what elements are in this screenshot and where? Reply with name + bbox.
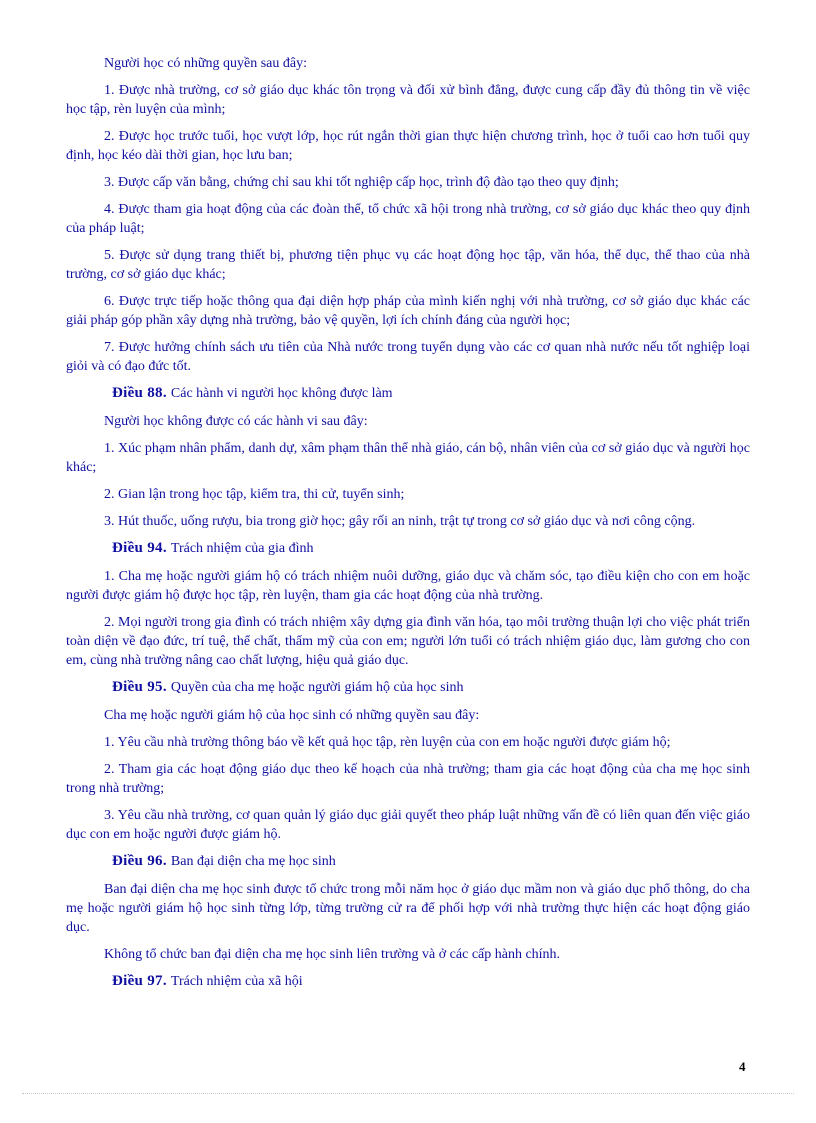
paragraph: 6. Được trực tiếp hoặc thông qua đại diện hợp pháp của mình kiến nghị với nhà trường, cơ sở giáo dục khác các giải pháp góp phần xây dựng nhà trường, bảo vệ quyền, lợi ích chính đáng của người học; (66, 294, 750, 328)
paragraph: Cha mẹ hoặc người giám hộ của học sinh có những quyền sau đây: (104, 708, 480, 723)
article-number: Điều 95. (112, 679, 167, 695)
article-title: Trách nhiệm của gia đình (170, 541, 314, 556)
paragraph: 7. Được hưởng chính sách ưu tiên của Nhà nước trong tuyển dụng vào các cơ quan nhà nước nếu tốt nghiệp loại giỏi và có đạo đức tốt. (66, 340, 750, 374)
paragraph: 5. Được sử dụng trang thiết bị, phương tiện phục vụ các hoạt động học tập, văn hóa, thể dục, thể thao của nhà trường, cơ sở giáo dục khác; (66, 248, 750, 282)
paragraph: 3. Được cấp văn bằng, chứng chỉ sau khi tốt nghiệp cấp học, trình độ đào tạo theo quy định; (104, 175, 619, 190)
paragraph: Không tổ chức ban đại diện cha mẹ học sinh liên trường và ở các cấp hành chính. (104, 947, 561, 962)
article-number: Điều 97. (112, 973, 167, 989)
paragraph: 1. Được nhà trường, cơ sở giáo dục khác tôn trọng và đối xử bình đẳng, được cung cấp đầy đủ thông tin về việc học tập, rèn luyện của mình; (66, 83, 750, 117)
paragraph: 2. Gian lận trong học tập, kiểm tra, thi cử, tuyển sinh; (104, 487, 405, 502)
paragraph: Người học không được có các hành vi sau đây: (104, 414, 368, 429)
article-number: Điều 94. (112, 540, 167, 556)
article-heading (66, 384, 750, 403)
paragraph: Ban đại diện cha mẹ học sinh được tổ chức trong mỗi năm học ở giáo dục mầm non và giáo dục phổ thông, do cha mẹ hoặc người giám hộ học sinh từng lớp, từng trường cử ra để phối hợp với nhà trường thực hiện các hoạt động giáo dục. (66, 882, 750, 935)
paragraph: 1. Xúc phạm nhân phẩm, danh dự, xâm phạm thân thể nhà giáo, cán bộ, nhân viên của cơ sở giáo dục và người học khác; (66, 441, 750, 475)
article-number: Điều 96. (112, 853, 167, 869)
footer-divider (22, 1093, 794, 1094)
paragraph: 1. Yêu cầu nhà trường thông báo về kết quả học tập, rèn luyện của con em hoặc người được giám hộ; (104, 735, 671, 750)
article-title: Các hành vi người học không được làm (170, 386, 393, 401)
paragraph: Người học có những quyền sau đây: (104, 56, 307, 71)
article-title: Trách nhiệm của xã hội (170, 974, 303, 989)
article-title: Ban đại diện cha mẹ học sinh (170, 854, 336, 869)
article-title: Quyền của cha mẹ hoặc người giám hộ của học sinh (170, 680, 464, 695)
page-number: 4 (739, 1059, 746, 1074)
article-heading (66, 972, 750, 991)
article-heading (66, 678, 750, 697)
paragraph: 1. Cha mẹ hoặc người giám hộ có trách nhiệm nuôi dưỡng, giáo dục và chăm sóc, tạo điều kiện cho con em hoặc người được giám hộ được học tập, rèn luyện, tham gia các hoạt động của nhà trường. (66, 569, 750, 603)
paragraph: 2. Được học trước tuổi, học vượt lớp, học rút ngắn thời gian thực hiện chương trình, học ở tuổi cao hơn tuổi quy định, học kéo dài thời gian, học lưu ban; (66, 129, 750, 163)
paragraph: 3. Hút thuốc, uống rượu, bia trong giờ học; gây rối an ninh, trật tự trong cơ sở giáo dục và nơi công cộng. (104, 514, 696, 529)
paragraph: 2. Mọi người trong gia đình có trách nhiệm xây dựng gia đình văn hóa, tạo môi trường thuận lợi cho việc phát triển toàn diện về đạo đức, trí tuệ, thể chất, thẩm mỹ của con em; người lớn tuổi có trách nhiệm giáo dục, làm gương cho con em, cùng nhà trường nâng cao chất lượng, hiệu quả giáo dục. (66, 615, 750, 668)
article-heading (66, 539, 750, 558)
paragraph: 2. Tham gia các hoạt động giáo dục theo kế hoạch của nhà trường; tham gia các hoạt động của cha mẹ học sinh trong nhà trường; (66, 762, 750, 796)
document-page (66, 44, 750, 1000)
article-number: Điều 88. (112, 385, 167, 401)
paragraph: 4. Được tham gia hoạt động của các đoàn thể, tổ chức xã hội trong nhà trường, cơ sở giáo dục khác theo quy định của pháp luật; (66, 202, 750, 236)
article-heading (66, 852, 750, 871)
paragraph: 3. Yêu cầu nhà trường, cơ quan quản lý giáo dục giải quyết theo pháp luật những vấn đề có liên quan đến việc giáo dục con em hoặc người được giám hộ. (66, 808, 750, 842)
